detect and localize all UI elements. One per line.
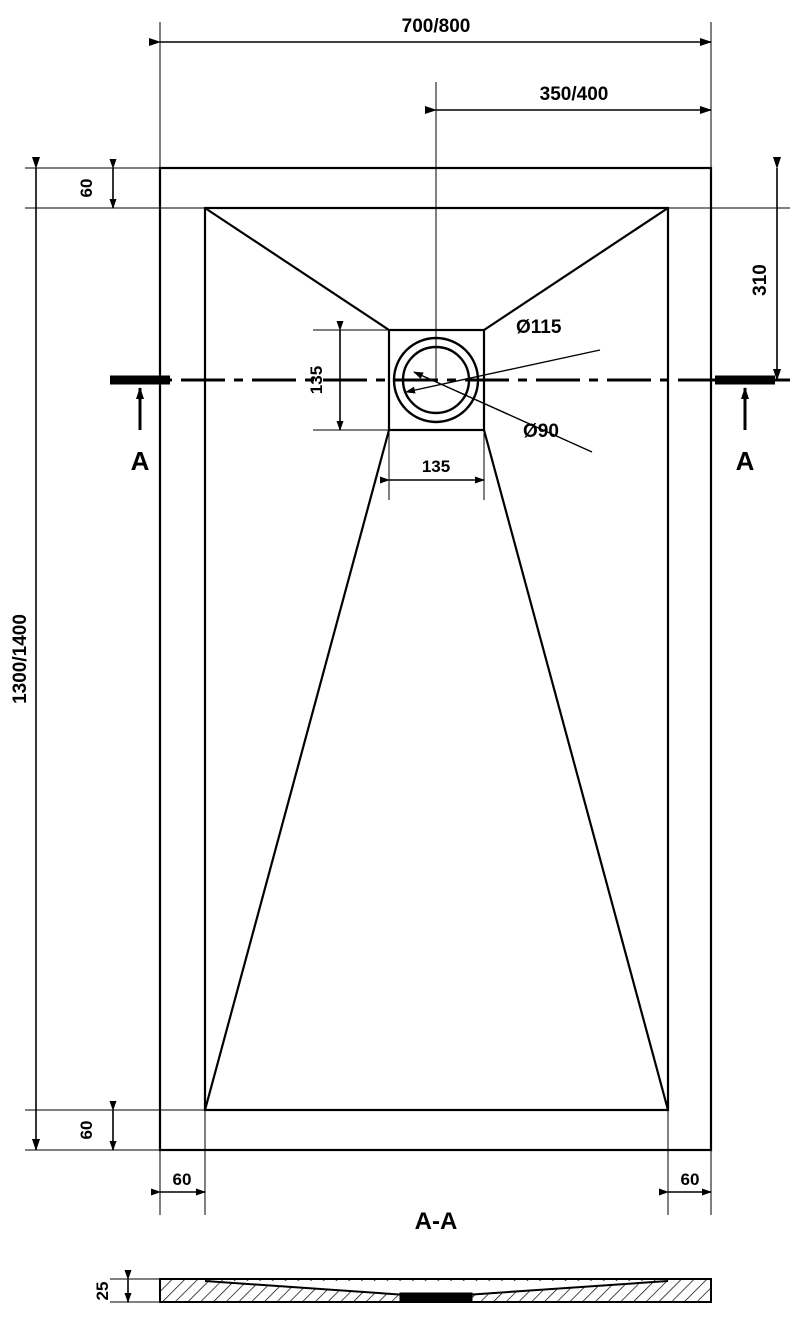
dim-right-partial-text: 310 — [750, 264, 771, 296]
dim-left-offset — [160, 1170, 205, 1192]
dim-right-partial — [750, 168, 777, 380]
dim-drain-horizontal — [389, 430, 484, 500]
dim-top-half — [436, 84, 711, 110]
section-title: A-A — [414, 1208, 458, 1235]
dim-right-offset — [668, 1170, 711, 1192]
dim-top-half-text: 350/400 — [539, 84, 609, 105]
dim-bottom-offset-text: 60 — [77, 1120, 96, 1140]
section-view — [93, 1279, 711, 1302]
section-mark-right: A — [735, 446, 755, 476]
dim-top-overall — [160, 16, 711, 42]
dim-right-offset-text: 60 — [680, 1170, 700, 1189]
dim-left-overall-text: 1300/1400 — [10, 614, 31, 704]
dim-left-overall — [10, 168, 36, 1150]
dim-top-offset-text: 60 — [77, 178, 96, 198]
dim-drain-horizontal-text: 135 — [421, 457, 451, 476]
dim-top-offset — [77, 168, 113, 208]
dim-outer-diameter-text: Ø115 — [516, 317, 562, 338]
dim-left-offset-text: 60 — [172, 1170, 192, 1189]
dim-inner-diameter-text: Ø90 — [523, 421, 559, 442]
dim-drain-vertical-text: 135 — [307, 365, 326, 395]
dim-top-overall-text: 700/800 — [401, 16, 471, 37]
dim-bottom-offset — [77, 1110, 113, 1150]
dim-section-thickness-text: 25 — [93, 1281, 112, 1301]
section-mark-left: A — [130, 446, 150, 476]
